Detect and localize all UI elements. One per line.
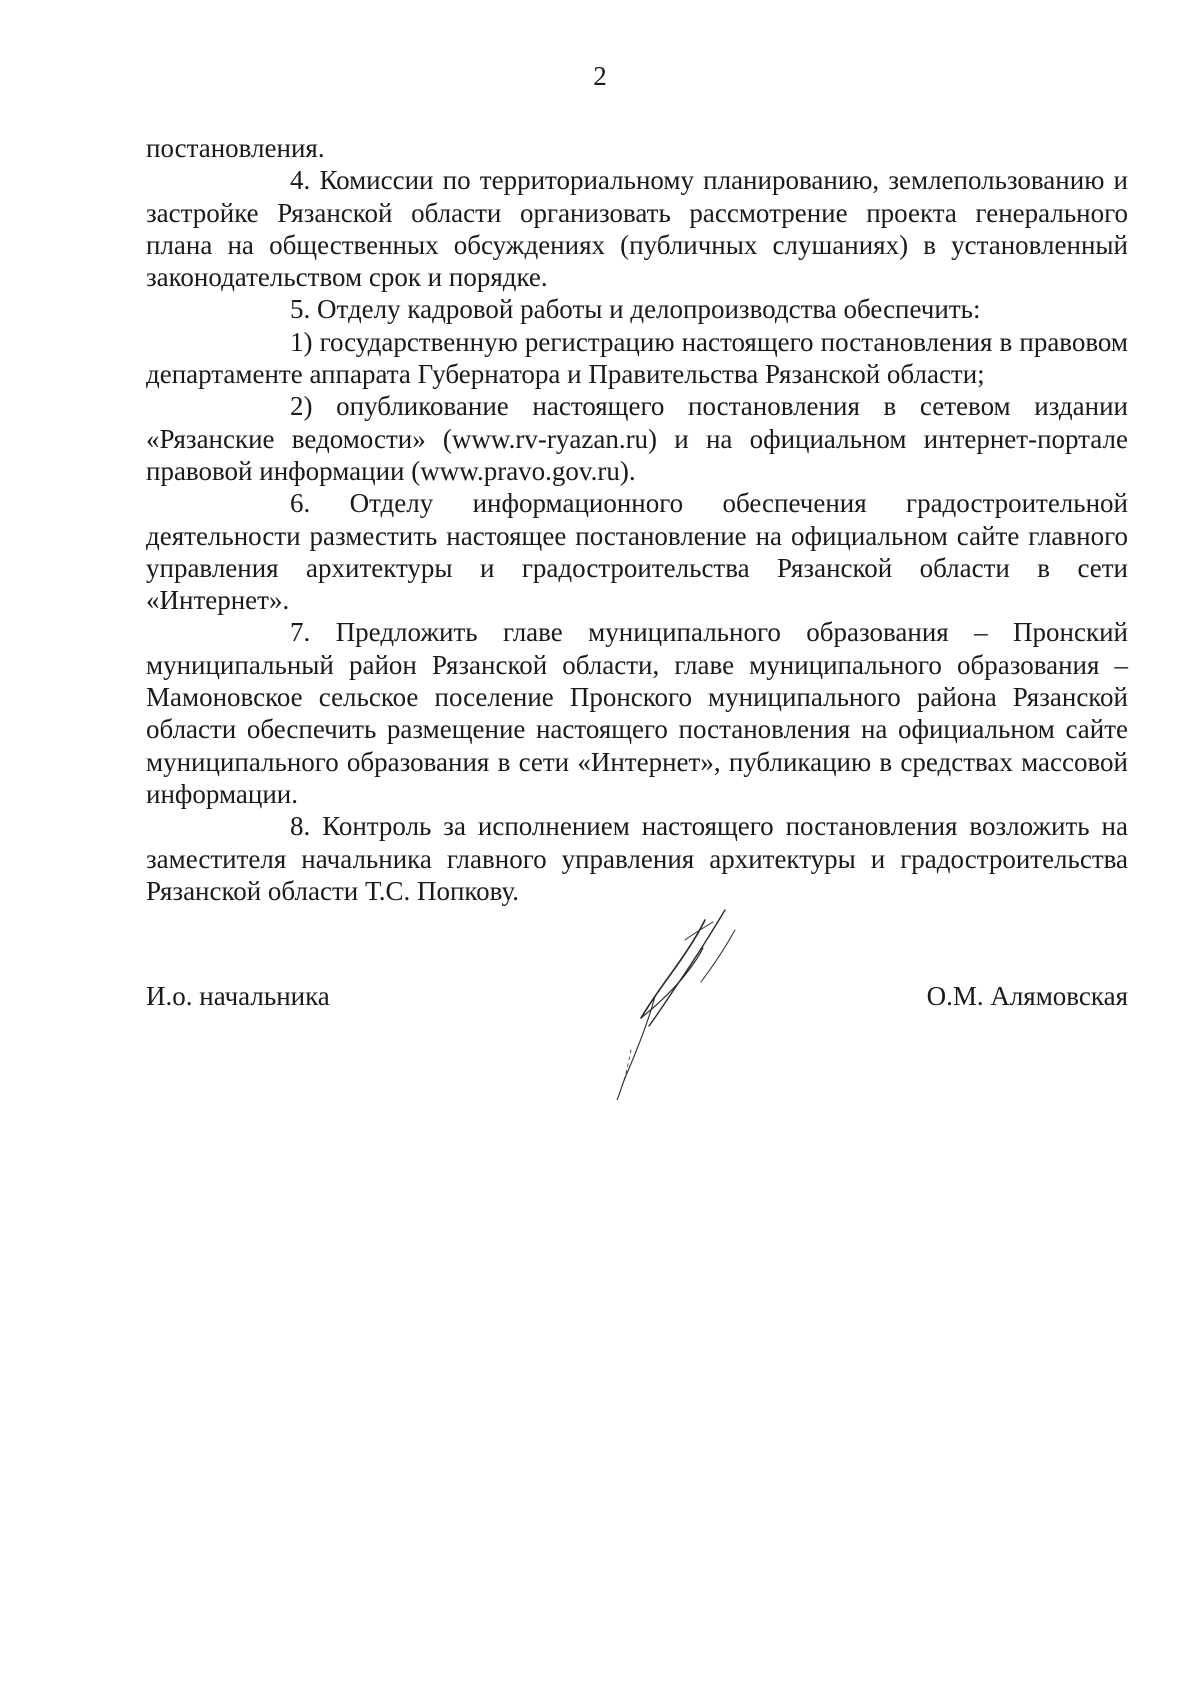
paragraph-7 xyxy=(146,616,1128,810)
paragraph-5-1 xyxy=(146,326,1128,391)
document-body xyxy=(146,132,1128,907)
paragraph-5-text: Отделу кадровой работы и делопроизводства обеспечить: xyxy=(317,294,981,325)
paragraph-8-text: Контроль за исполнением настоящего постановления возложить на заместителя начальника главного управления архитектуры и градостроительства Рязанской области Т.С. Попкову. xyxy=(146,811,1128,906)
paragraph-5 xyxy=(146,293,1128,325)
paragraph-6 xyxy=(146,487,1128,616)
paragraph-7-number: 7. xyxy=(290,617,311,648)
handwritten-signature xyxy=(585,900,775,1100)
paragraph-4-text: Комиссии по территориальному планированию, землепользованию и застройке Рязанской области организовать рассмотрение проекта генерального плана на общественных обсуждениях (публичных слушаниях) в установленный законодательством срок и порядке. xyxy=(146,165,1128,293)
paragraph-8 xyxy=(146,810,1128,907)
paragraph-5-2 xyxy=(146,390,1128,487)
page-number: 2 xyxy=(593,61,607,91)
signatory-name: О.М. Алямовская xyxy=(926,981,1128,1011)
signatory-position: И.о. начальника xyxy=(146,981,330,1011)
paragraph-5-1-number: 1) xyxy=(290,326,313,357)
paragraph-4 xyxy=(146,164,1128,293)
paragraph-5-2-number: 2) xyxy=(290,391,313,422)
paragraph-8-number: 8. xyxy=(290,811,311,842)
paragraph-5-2-text: опубликование настоящего постановления в сетевом издании «Рязанские ведомости» (www.rv-ryazan.ru) и на официальном интернет-портале правовой информации (www.pravo.gov.ru). xyxy=(146,391,1129,486)
paragraph-5-number: 5. xyxy=(290,294,311,325)
paragraph-5-1-text: государственную регистрацию настоящего постановления в правовом департаменте аппарата Губернатора и Правительства Рязанской области; xyxy=(146,326,1129,390)
paragraph-continuation xyxy=(146,132,1128,164)
paragraph-6-text: Отделу информационного обеспечения градостроительной деятельности разместить настоящее постановление на официальном сайте главного управления архитектуры и градостроительства Рязанской области в сети «Интернет». xyxy=(146,488,1128,616)
paragraph-4-number: 4. xyxy=(290,165,311,196)
paragraph-continuation-text: постановления. xyxy=(146,133,325,163)
paragraph-6-number: 6. xyxy=(290,488,311,519)
paragraph-7-text: Предложить главе муниципального образования – Пронский муниципальный район Рязанской области, главе муниципального образования – Мамоновское сельское поселение Пронского муниципального района Рязанской области обеспечить размещение настоящего постановления на официальном сайте муниципального образования в сети «Интернет», публикацию в средствах массовой информации. xyxy=(146,617,1129,809)
